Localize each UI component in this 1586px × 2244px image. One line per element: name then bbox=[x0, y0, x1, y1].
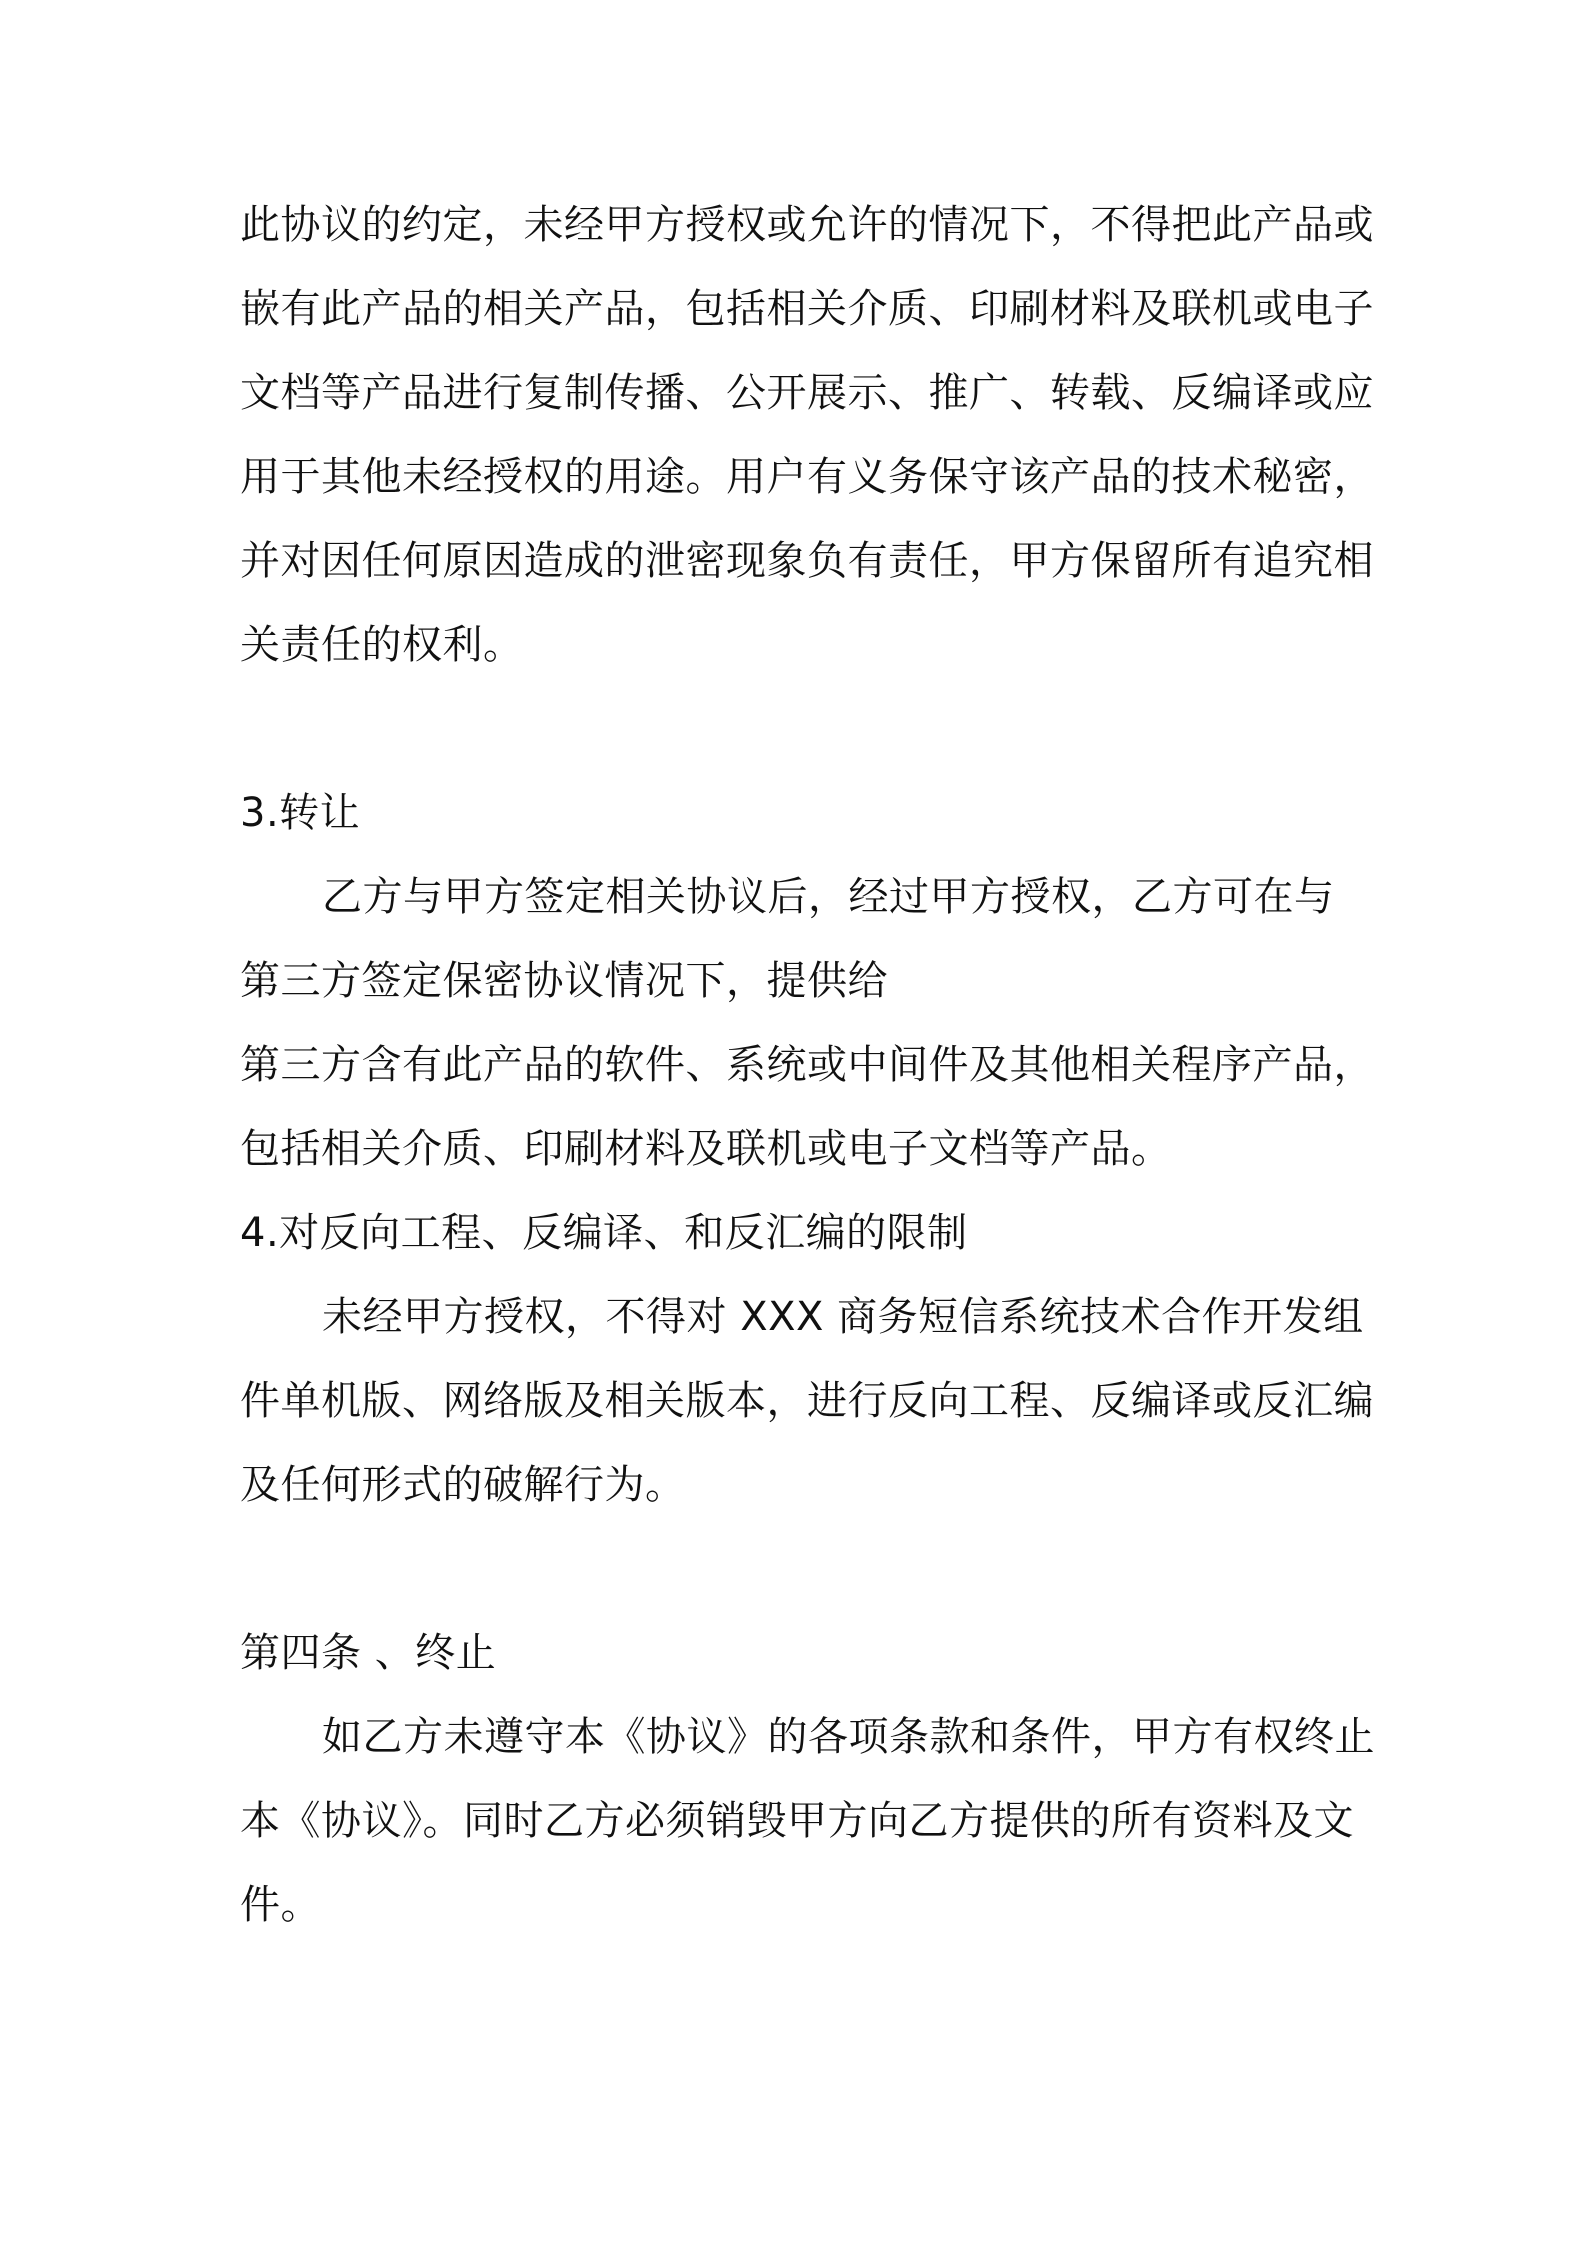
text-line: 用于其他未经授权的用途。用户有义务保守该产品的技术秘密， bbox=[240, 454, 1374, 500]
text-line: 未经甲方授权，不得对 XXX 商务短信系统技术合作开发组 bbox=[322, 1294, 1364, 1340]
text-line: 件单机版、网络版及相关版本，进行反向工程、反编译或反汇编 bbox=[240, 1378, 1374, 1424]
article-heading: 第四条 、终止 bbox=[240, 1630, 497, 1676]
text-line: 嵌有此产品的相关产品，包括相关介质、印刷材料及联机或电子 bbox=[240, 286, 1374, 332]
text-line: 文档等产品进行复制传播、公开展示、推广、转载、反编译或应 bbox=[240, 370, 1374, 416]
text-line: 第三方含有此产品的软件、系统或中间件及其他相关程序产品， bbox=[240, 1042, 1374, 1088]
text-line: 包括相关介质、印刷材料及联机或电子文档等产品。 bbox=[240, 1126, 1172, 1172]
text-line: 关责任的权利。 bbox=[240, 622, 524, 668]
text-line: 乙方与甲方签定相关协议后，经过甲方授权，乙方可在与 bbox=[322, 874, 1335, 920]
text-line: 如乙方未遵守本《协议》的各项条款和条件，甲方有权终止 bbox=[322, 1714, 1375, 1760]
text-line: 并对因任何原因造成的泄密现象负有责任，甲方保留所有追究相 bbox=[240, 538, 1374, 584]
text-line: 件。 bbox=[240, 1882, 321, 1928]
text-line: 第三方签定保密协议情况下，提供给 bbox=[240, 958, 888, 1004]
text-line: 此协议的约定，未经甲方授权或允许的情况下，不得把此产品或 bbox=[240, 202, 1374, 248]
section-heading: 4.对反向工程、反编译、和反汇编的限制 bbox=[240, 1210, 968, 1256]
section-heading: 3.转让 bbox=[240, 790, 361, 836]
text-line: 及任何形式的破解行为。 bbox=[240, 1462, 686, 1508]
text-line: 本《协议》。同时乙方必须销毁甲方向乙方提供的所有资料及文 bbox=[240, 1798, 1354, 1844]
